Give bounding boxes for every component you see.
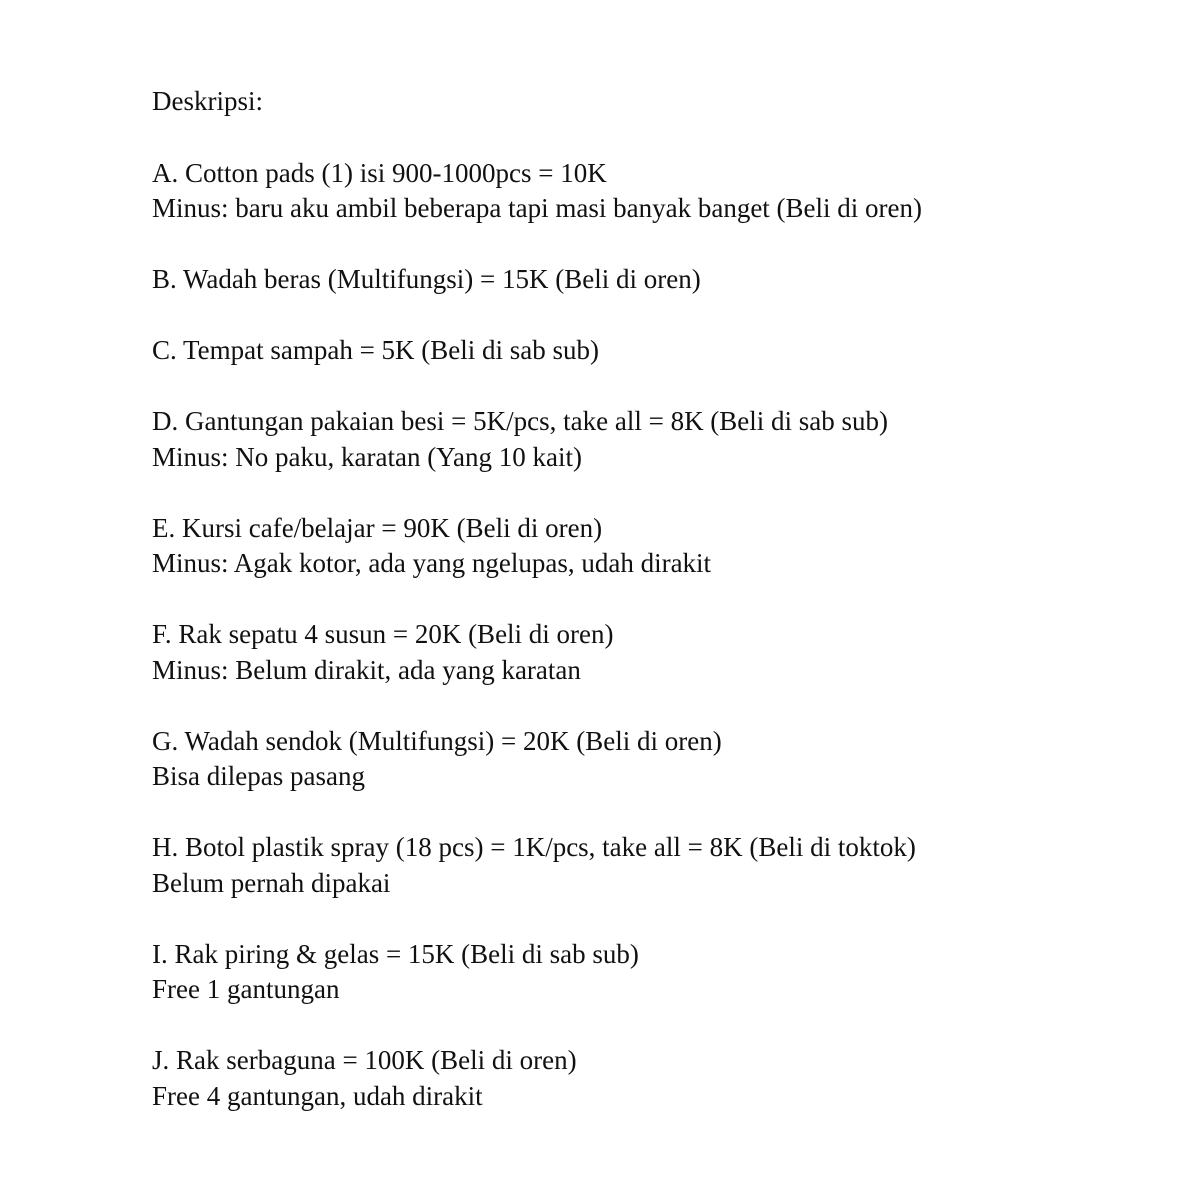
item-note: Minus: Agak kotor, ada yang ngelupas, udah dirakit (152, 548, 712, 578)
list-item-j (152, 1043, 1152, 1114)
item-title: E. Kursi cafe/belajar = 90K (Beli di oren) (152, 512, 603, 543)
item-title: A. Cotton pads (1) isi 900-1000pcs = 10K (152, 157, 607, 188)
description-document (152, 84, 1152, 1150)
item-title: B. Wadah beras (Multifungsi) = 15K (Beli di oren) (152, 264, 701, 294)
list-item-b (152, 262, 1152, 298)
item-title: H. Botol plastik spray (18 pcs) = 1K/pcs, take all = 8K (Beli di toktok) (152, 832, 916, 862)
item-note: Free 4 gantungan, udah dirakit (152, 1080, 483, 1111)
list-item-a (152, 156, 1152, 227)
item-list (152, 156, 1152, 1115)
item-title: C. Tempat sampah = 5K (Beli di sab sub) (152, 335, 600, 365)
list-item-d (152, 404, 1152, 475)
list-item-g (152, 724, 1152, 795)
list-item-f (152, 617, 1152, 688)
list-item-i (152, 937, 1152, 1008)
list-item-h (152, 830, 1152, 901)
item-title: J. Rak serbaguna = 100K (Beli di oren) (152, 1045, 577, 1075)
item-note: Free 1 gantungan (152, 974, 340, 1004)
item-title: D. Gantungan pakaian besi = 5K/pcs, take all = 8K (Beli di sab sub) (152, 406, 889, 436)
item-note: Minus: Belum dirakit, ada yang karatan (152, 654, 581, 685)
item-note: Belum pernah dipakai (152, 867, 391, 898)
item-title: G. Wadah sendok (Multifungsi) = 20K (Beli di oren) (152, 725, 722, 756)
item-title: F. Rak sepatu 4 susun = 20K (Beli di oren) (152, 619, 614, 649)
item-note: Bisa dilepas pasang (152, 761, 365, 791)
description-heading: Deskripsi: (152, 86, 263, 116)
list-item-e (152, 511, 1152, 582)
list-item-c (152, 333, 1152, 369)
item-title: I. Rak piring & gelas = 15K (Beli di sab sub) (152, 938, 639, 969)
item-note: Minus: No paku, karatan (Yang 10 kait) (152, 441, 582, 472)
item-note: Minus: baru aku ambil beberapa tapi masi banyak banget (Beli di oren) (152, 193, 923, 223)
